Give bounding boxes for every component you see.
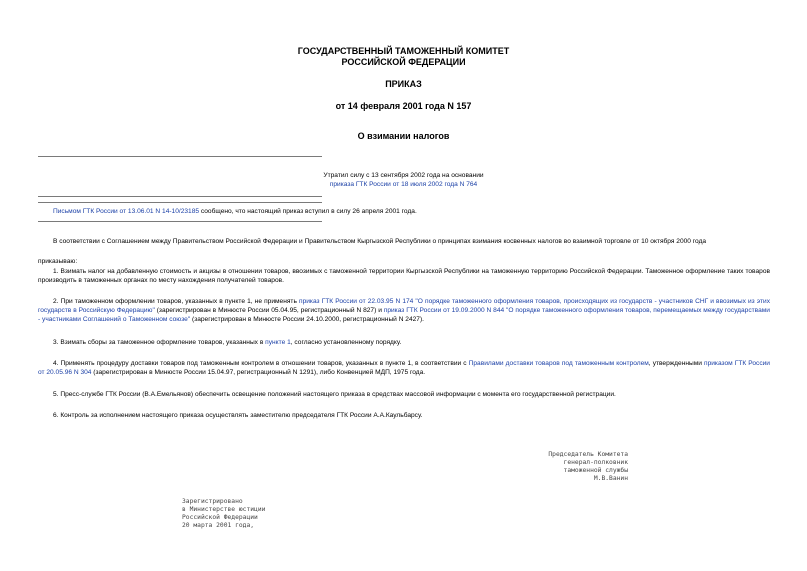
order-844-link[interactable]: приказ ГТК России от 19.09.2000 N 844 "О порядке таможенного оформления товаров, перемещаемых между государствами - участниками Соглашений о Таможенном союзе" [38, 307, 770, 323]
registration-line-1: Зарегистрировано [182, 498, 243, 505]
divider-rule [38, 202, 322, 203]
signature-line-4: М.В.Ванин [593, 475, 628, 482]
status-link-line [0, 180, 807, 189]
repeal-order-link[interactable]: приказа ГТК России от 18 июля 2002 года N 764 [329, 181, 478, 188]
order-174-link[interactable]: приказ ГТК России от 22.03.95 N 174 "О порядке таможенного оформления товаров, происходящих из государств - участников СНГ и ввозимых из этих государств в Российскую Федерацию" [38, 298, 770, 314]
item-3 [53, 338, 401, 347]
item-3-text-b: , согласно установленному порядку. [290, 339, 402, 346]
doc-date: от 14 февраля 2001 года N 157 [335, 101, 472, 111]
effective-date-notice [53, 207, 417, 216]
delivery-rules-link[interactable]: Правилами доставки товаров под таможенным контролем [468, 360, 649, 367]
divider-rule [38, 196, 322, 197]
registration-block [182, 498, 265, 530]
registration-line-4: 20 марта 2001 года, [182, 522, 255, 529]
order-304-link[interactable]: приказом ГТК России от 20.05.96 N 304 [38, 360, 770, 376]
item-4-text-b: , утвержденными [648, 360, 704, 367]
doc-title: О взимании налогов [357, 131, 450, 141]
doc-type: ПРИКАЗ [385, 79, 422, 89]
org-name-line1: ГОСУДАРСТВЕННЫЙ ТАМОЖЕННЫЙ КОМИТЕТ [297, 46, 510, 56]
registration-line-3: Российской Федерации [182, 514, 258, 521]
divider-rule [38, 221, 322, 222]
item-2-text-a: 2. При таможенном оформлении товаров, указанных в пункте 1, не применять [53, 298, 299, 305]
letter-link[interactable]: Письмом ГТК России от 13.06.01 N 14-10/23185 [53, 208, 200, 215]
signature-block [500, 451, 628, 483]
item-2-text-c: (зарегистрирован в Минюсте России 24.10.2000, регистрационный N 2427). [190, 316, 424, 323]
notice-text: сообщено, что настоящий приказ вступил в силу 26 апреля 2001 года. [199, 208, 417, 215]
item-4-text-c: (зарегистрирован в Минюсте России 15.04.97, регистрационный N 1291), либо Конвенцией МДП, 1975 года. [91, 369, 426, 376]
signature-line-3: таможенной службы [563, 467, 628, 474]
registration-line-2: в Министерстве юстиции [182, 506, 266, 513]
paragraph-1-link[interactable]: пункте 1 [265, 339, 291, 346]
signature-line-2: генерал-полковник [563, 459, 628, 466]
item-3-text-a: 3. Взимать сборы за таможенное оформление товаров, указанных в [53, 339, 266, 346]
item-2-text-b: (зарегистрирован в Минюсте России 05.04.95, регистрационный N 827) и [154, 307, 384, 314]
item-6: 6. Контроль за исполнением настоящего приказа осуществлять заместителю председателя ГТК России А.А.Каульбарсу. [53, 412, 423, 419]
item-2 [38, 297, 770, 324]
item-5: 5. Пресс-службе ГТК России (В.А.Емельянов) обеспечить освещение положений настоящего приказа в средствах массовой информации с момента его государственной регистрации. [53, 391, 616, 398]
item-1: 1. Взимать налог на добавленную стоимость и акцизы в отношении товаров, ввозимых с таможенной территории Кыргызской Республики на таможенную территорию Российской Федерации. Таможенное оформление таких товаров производить в таможенных органах по месту нахождения получателей товаров. [38, 268, 770, 284]
item-4 [38, 359, 770, 377]
signature-line-1: Председатель Комитета [548, 451, 628, 458]
divider-rule [38, 156, 322, 157]
preamble: В соответствии с Соглашением между Правительством Российской Федерации и Правительством Кыргызской Республики о принципах взимания косвенных налогов во взаимной торговле от 10 октября 2000 года [53, 238, 707, 245]
item-4-text-a: 4. Применять процедуру доставки товаров под таможенным контролем в отношении товаров, указанных в пункте 1, в соответствии с [53, 360, 469, 367]
org-name-line2: РОССИЙСКОЙ ФЕДЕРАЦИИ [341, 57, 466, 67]
status-line: Утратил силу с 13 сентября 2002 года на основании [323, 172, 484, 179]
order-word: приказываю: [38, 258, 78, 265]
